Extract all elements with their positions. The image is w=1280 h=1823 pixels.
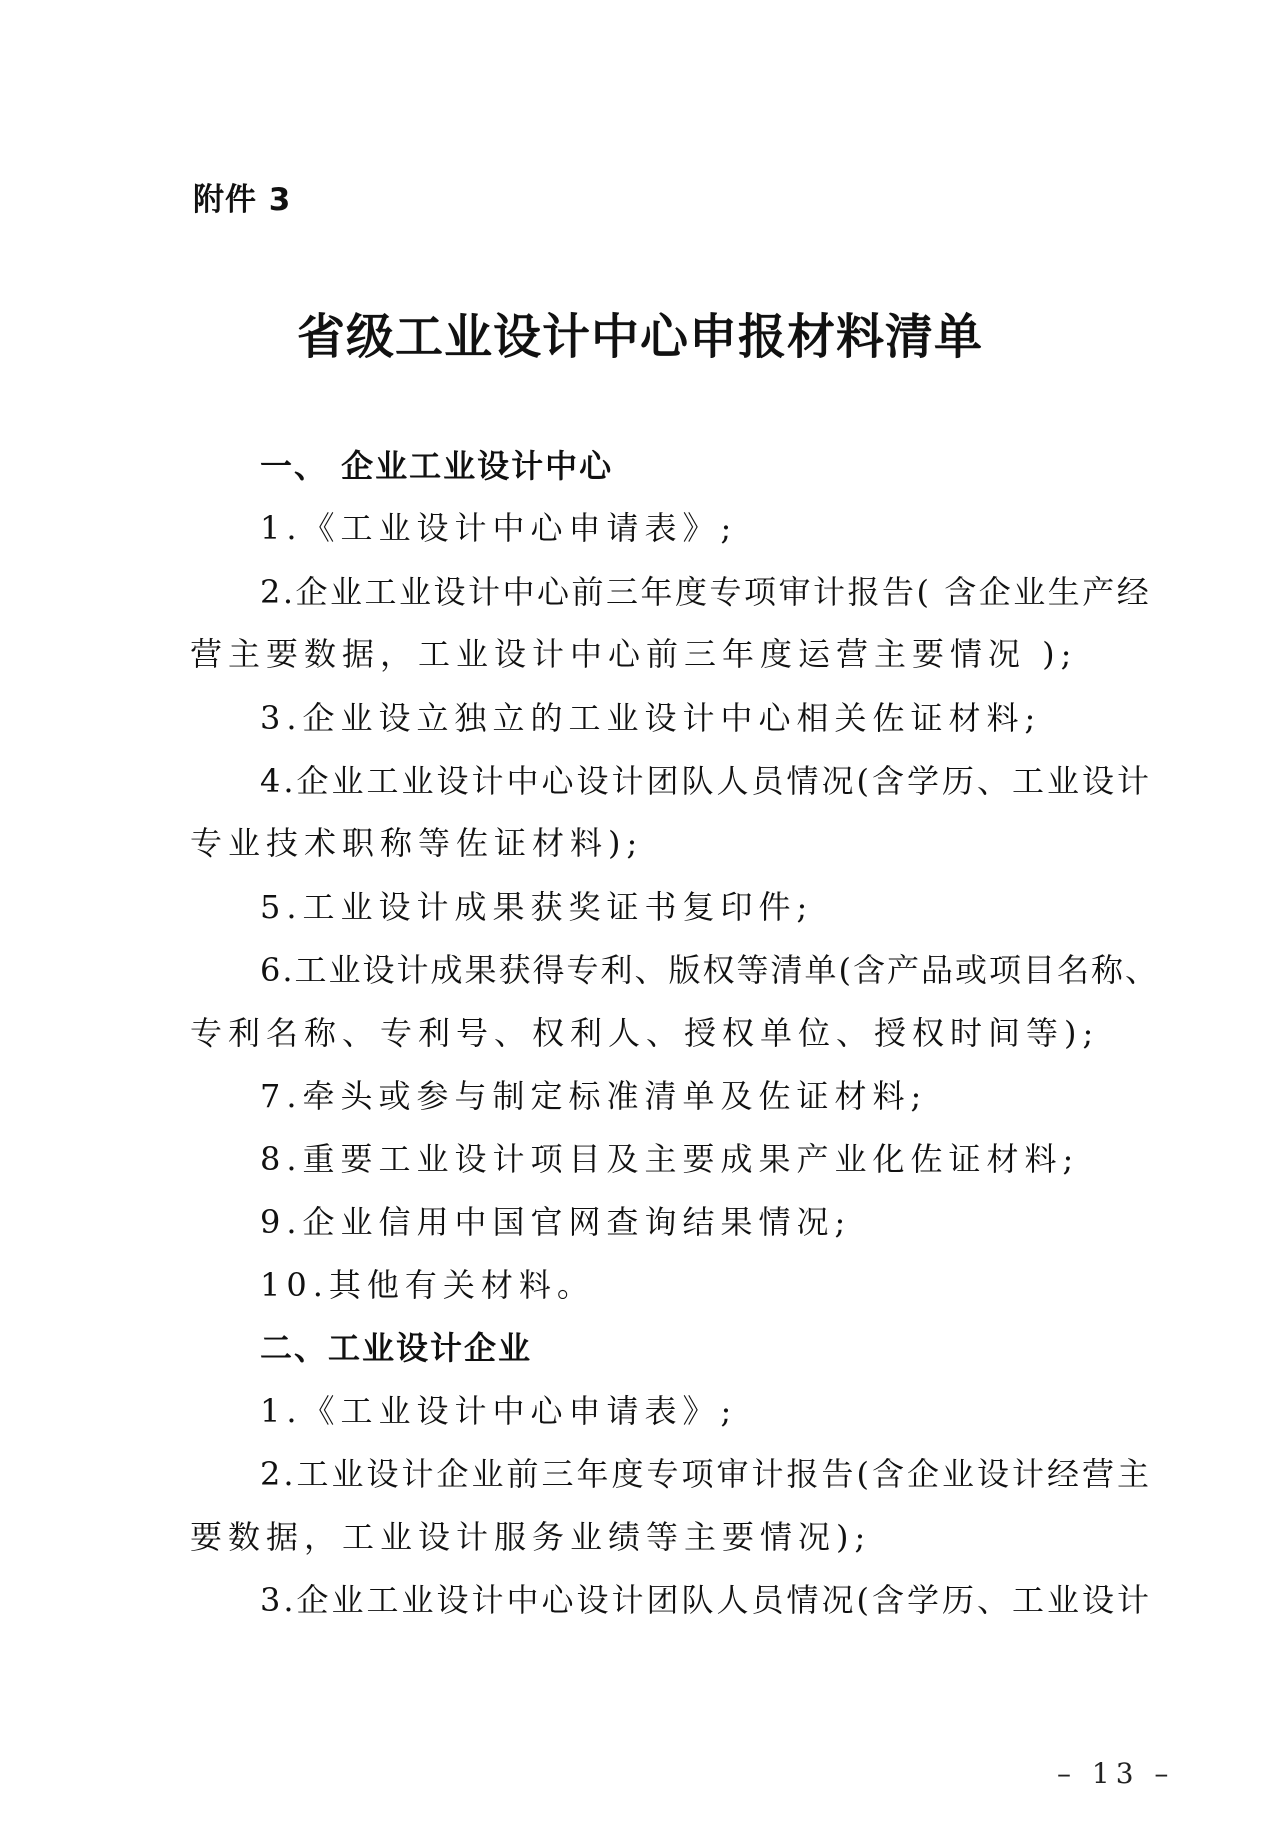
page-number: – 13 – bbox=[1057, 1757, 1175, 1790]
list-item: 5.工业设计成果获奖证书复印件; bbox=[260, 888, 814, 926]
list-item-continuation: 要数据，工业设计服务业绩等主要情况); bbox=[190, 1518, 872, 1556]
list-item: 8.重要工业设计项目及主要成果产业化佐证材料; bbox=[260, 1140, 1080, 1178]
list-item: 1.《工业设计中心申请表》; bbox=[260, 1392, 738, 1430]
list-item-continuation: 专利名称、专利号、权利人、授权单位、授权时间等); bbox=[190, 1014, 1100, 1052]
list-item: 6.工业设计成果获得专利、版权等清单(含产品或项目名称、 bbox=[260, 951, 1160, 989]
list-item: 4.企业工业设计中心设计团队人员情况(含学历、工业设计 bbox=[260, 762, 1153, 800]
list-item: 7.牵头或参与制定标准清单及佐证材料; bbox=[260, 1077, 928, 1115]
section-heading-2: 二、工业设计企业 bbox=[260, 1329, 533, 1367]
list-item: 3.企业设立独立的工业设计中心相关佐证材料; bbox=[260, 699, 1042, 737]
section-heading-1: 一、 企业工业设计中心 bbox=[260, 447, 614, 485]
list-item: 10.其他有关材料。 bbox=[260, 1266, 595, 1304]
list-item-continuation: 专业技术职称等佐证材料); bbox=[190, 824, 644, 862]
list-item: 1.《工业设计中心申请表》; bbox=[260, 509, 738, 547]
list-item: 2.企业工业设计中心前三年度专项审计报告( 含企业生产经 bbox=[260, 573, 1152, 611]
list-item-continuation: 营主要数据，工业设计中心前三年度运营主要情况 ); bbox=[190, 635, 1078, 673]
list-item: 9.企业信用中国官网查询结果情况; bbox=[260, 1203, 852, 1241]
list-item: 2.工业设计企业前三年度专项审计报告(含企业设计经营主 bbox=[260, 1455, 1153, 1493]
document-title: 省级工业设计中心申报材料清单 bbox=[296, 309, 983, 365]
list-item: 3.企业工业设计中心设计团队人员情况(含学历、工业设计 bbox=[260, 1581, 1153, 1619]
attachment-label: 附件 3 bbox=[193, 182, 292, 218]
